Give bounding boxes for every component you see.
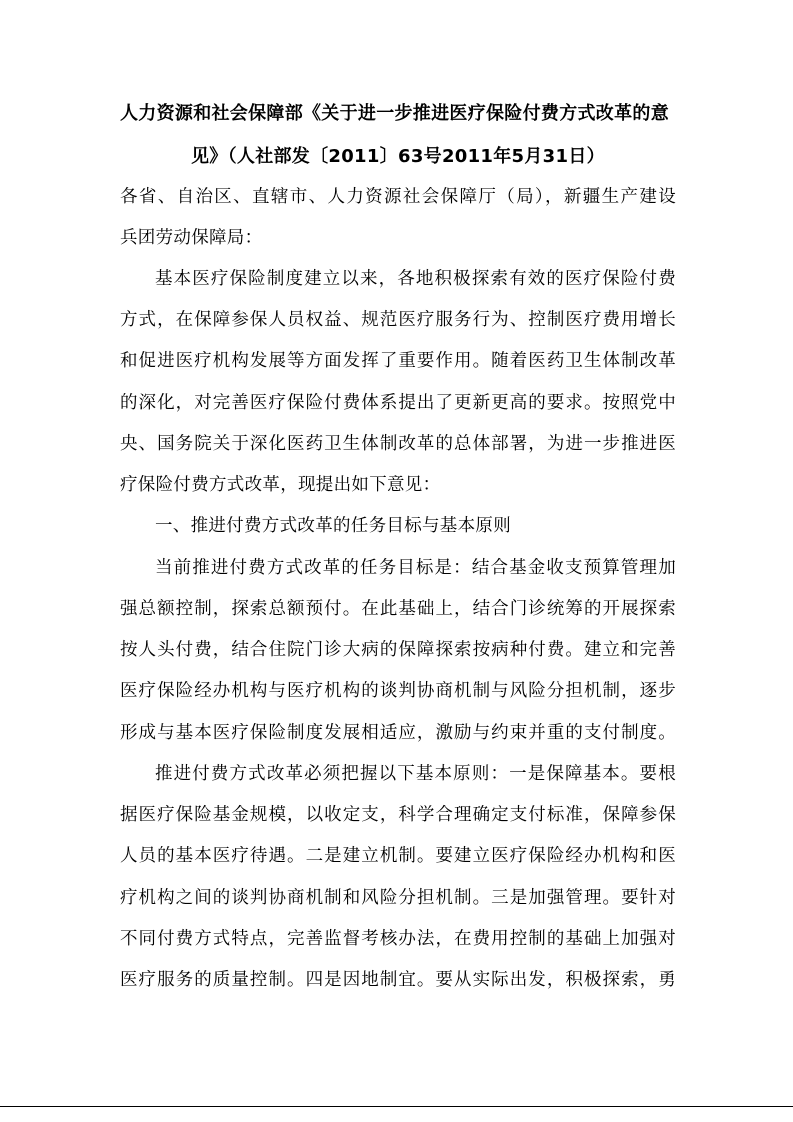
- paragraph-line: 推进付费方式改革必须把握以下基本原则：一是保障基本。要根: [155, 764, 676, 784]
- paragraph-line: 医疗保险经办机构与医疗机构的谈判协商机制与风险分担机制，逐步: [120, 681, 676, 701]
- page-bottom-rule: [0, 1106, 793, 1107]
- paragraph-line: 疗机构之间的谈判协商机制和风险分担机制。三是加强管理。要针对: [120, 888, 676, 908]
- paragraph-line: 人员的基本医疗待遇。二是建立机制。要建立医疗保险经办机构和医: [120, 846, 676, 866]
- paragraph-line: 央、国务院关于深化医药卫生体制改革的总体部署，为进一步推进医: [120, 434, 676, 454]
- paragraph-line: 不同付费方式特点，完善监督考核办法，在费用控制的基础上加强对: [120, 929, 676, 949]
- paragraph-line: 强总额控制，探索总额预付。在此基础上，结合门诊统筹的开展探索: [120, 599, 676, 619]
- paragraph-line: 形成与基本医疗保险制度发展相适应，激励与约束并重的支付制度。: [120, 723, 676, 743]
- paragraph-line: 当前推进付费方式改革的任务目标是：结合基金收支预算管理加: [155, 558, 676, 578]
- paragraph-line: 和促进医疗机构发展等方面发挥了重要作用。随着医药卫生体制改革: [120, 351, 676, 371]
- addressee-line-1: 各省、自治区、直辖市、人力资源社会保障厅（局），新疆生产建设: [120, 187, 676, 207]
- addressee-line-2: 兵团劳动保障局：: [120, 228, 263, 248]
- paragraph-line: 据医疗保险基金规模，以收定支，科学合理确定支付标准，保障参保: [120, 805, 676, 825]
- paragraph-line: 疗保险付费方式改革，现提出如下意见：: [120, 475, 441, 495]
- paragraph-line: 的深化，对完善医疗保险付费体系提出了更新更高的要求。按照党中: [120, 393, 676, 413]
- document-title-line-1: 人力资源和社会保障部《关于进一步推进医疗保险付费方式改革的意: [120, 103, 669, 124]
- paragraph-line: 按人头付费，结合住院门诊大病的保障探索按病种付费。建立和完善: [120, 640, 676, 660]
- section-heading: 一、推进付费方式改革的任务目标与基本原则: [155, 516, 511, 536]
- paragraph-line: 方式，在保障参保人员权益、规范医疗服务行为、控制医疗费用增长: [120, 310, 676, 330]
- paragraph-line: 医疗服务的质量控制。四是因地制宜。要从实际出发，积极探索，勇: [120, 970, 676, 990]
- document-title-line-2: 见》（人社部发〔2011〕63号2011年5月31日）: [191, 146, 605, 167]
- paragraph-line: 基本医疗保险制度建立以来，各地积极探索有效的医疗保险付费: [155, 269, 676, 289]
